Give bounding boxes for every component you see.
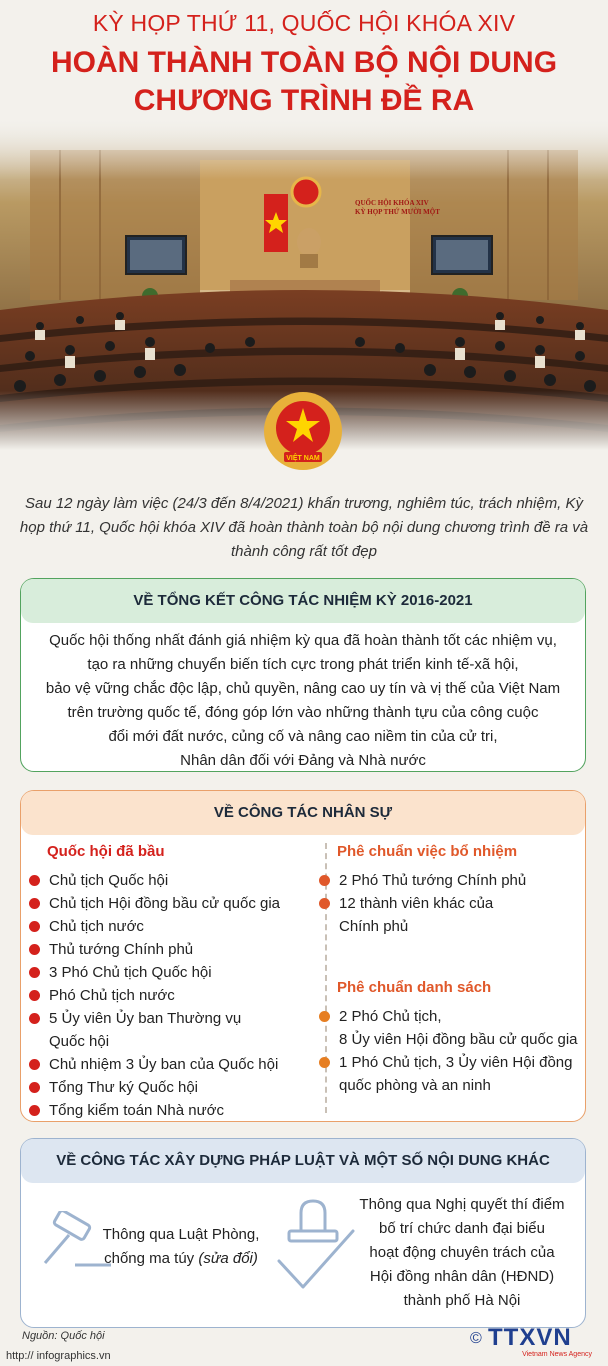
elected-title: Quốc hội đã bầu [47,843,165,860]
red-bullet-icon [29,1105,40,1116]
term-review-line: bảo vệ vững chắc độc lập, chủ quyền, nâng cao uy tín và vị thế của Việt Nam [45,680,561,697]
list-item-continued: 8 Ủy viên Hội đồng bầu cử quốc gia [339,1031,578,1048]
section-personnel-title: VỀ CÔNG TÁC NHÂN SỰ [21,791,585,835]
national-emblem-icon [262,390,344,472]
source-text: Nguồn: Quốc hội [22,1330,105,1342]
list-item-continued: quốc phòng và an ninh [339,1077,491,1094]
list-item: Phó Chủ tịch nước [29,984,319,1007]
red-bullet-icon [29,1013,40,1024]
list-item: Chủ tịch Hội đồng bầu cử quốc gia [29,892,319,915]
list-item: Tổng Thư ký Quốc hội [29,1076,319,1099]
red-bullet-icon [29,990,40,1001]
list-item: Thủ tướng Chính phủ [29,938,319,961]
orange-bullet-icon [319,875,330,886]
orange-bullet-icon [319,1011,330,1022]
list-item: 3 Phó Chủ tịch Quốc hội [29,961,319,984]
section-legislation [20,1138,586,1328]
header-title [0,44,608,120]
approve-appointment-list [319,869,581,938]
intro-paragraph: Sau 12 ngày làm việc (24/3 đến 8/4/2021) khẩn trương, nghiêm túc, trách nhiệm, Kỳ họp thứ 11, Quốc hội khóa XIV đã hoàn thành toàn bộ nội dung chương trình đề ra và thành công rất tốt đẹp [19,495,589,560]
term-review-line: Nhân dân đối với Đảng và Nhà nước [180,752,426,769]
approve-appointment-title: Phê chuẩn việc bổ nhiệm [337,843,518,860]
law-drug-prevention: Thông qua Luật Phòng, chống ma túy (sửa đổi) [102,1226,260,1267]
term-review-line: trên trường quốc tế, đóng góp lớn vào những thành tựu của công cuộc [67,704,539,721]
list-item: Chủ tịch nước [29,915,319,938]
header-title-line1: HOÀN THÀNH TOÀN BỘ NỘI DUNG [50,46,558,79]
list-item: 5 Ủy viên Ủy ban Thường vụ [29,1007,319,1030]
red-bullet-icon [29,921,40,932]
logo-text: TTXVN [488,1324,572,1351]
term-review-line: Quốc hội thống nhất đánh giá nhiệm kỳ qua đã hoàn thành tốt các nhiệm vụ, [49,632,557,649]
list-item: Chủ nhiệm 3 Ủy ban của Quốc hội [29,1053,319,1076]
red-bullet-icon [29,1082,40,1093]
list-item: Tổng kiểm toán Nhà nước [29,1099,319,1122]
section-term-review [20,578,586,772]
red-bullet-icon [29,944,40,955]
term-review-line: tạo ra những chuyển biến tích cực trong phát triển kinh tế-xã hội, [87,656,519,673]
section-term-review-body [33,629,573,773]
list-item: Chủ tịch Quốc hội [29,869,319,892]
emblem-text: VIỆT NAM [286,455,320,462]
red-bullet-icon [29,967,40,978]
section-term-review-title: VỀ TỔNG KẾT CÔNG TÁC NHIỆM KỲ 2016-2021 [21,579,585,623]
red-bullet-icon [29,1059,40,1070]
header-subtitle: KỲ HỌP THỨ 11, QUỐC HỘI KHÓA XIV [92,10,516,36]
elected-list [29,869,319,1122]
copyright-icon: © [470,1330,482,1347]
orange-bullet-icon [319,1057,330,1068]
red-bullet-icon [29,898,40,909]
section-personnel [20,790,586,1122]
logo-subtext: Vietnam News Agency [522,1351,592,1358]
term-review-line: đổi mới đất nước, củng cố và nâng cao niềm tin của cử tri, [108,728,498,745]
red-bullet-icon [29,875,40,886]
resolution-hanoi: Thông qua Nghị quyết thí điểm bố trí chức danh đại biểu hoạt động chuyên trách của Hội đồng nhân dân (HĐND) thành phố Hà Nội [359,1196,565,1309]
website-link[interactable]: http:// infographics.vn [6,1350,111,1362]
list-item: 1 Phó Chủ tịch, 3 Ủy viên Hội đồng [319,1051,581,1074]
list-item: 2 Phó Chủ tịch, [319,1005,581,1028]
approve-list-title: Phê chuẩn danh sách [337,979,492,996]
approve-list-items [319,1005,581,1097]
list-item-continued: Quốc hội [49,1033,110,1050]
header-title-line2: CHƯƠNG TRÌNH ĐỀ RA [133,84,475,117]
list-item-continued: Chính phủ [339,918,409,935]
list-item: 2 Phó Thủ tướng Chính phủ [319,869,581,892]
orange-bullet-icon [319,898,330,909]
section-legislation-title: VỀ CÔNG TÁC XÂY DỰNG PHÁP LUẬT VÀ MỘT SỐ NỘI DUNG KHÁC [21,1139,585,1183]
list-item: 12 thành viên khác của [319,892,581,915]
ttxvn-logo [488,1325,596,1361]
